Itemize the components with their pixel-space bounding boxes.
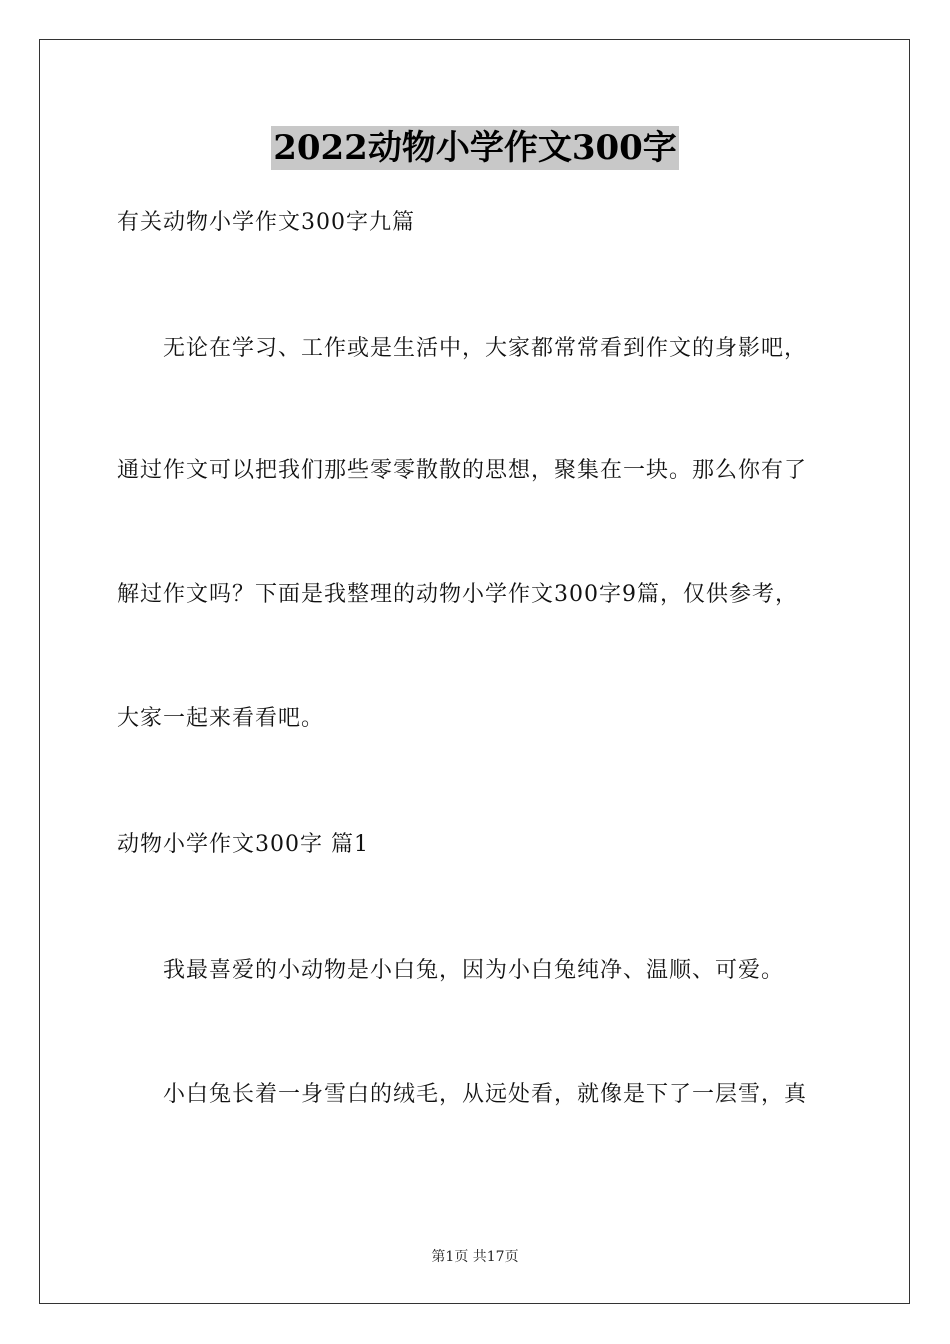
body-line-1: 我最喜爱的小动物是小白兔，因为小白兔纯净、温顺、可爱。	[163, 958, 785, 983]
document-title	[0, 126, 950, 170]
section-heading: 动物小学作文300字 篇1	[117, 832, 369, 857]
document-subtitle: 有关动物小学作文300字九篇	[117, 210, 415, 235]
intro-line-2: 通过作文可以把我们那些零零散散的思想，聚集在一块。那么你有了	[117, 458, 808, 483]
intro-line-3: 解过作文吗？下面是我整理的动物小学作文300字9篇，仅供参考，	[117, 582, 798, 607]
intro-line-1: 无论在学习、工作或是生活中，大家都常常看到作文的身影吧，	[163, 336, 808, 361]
title-text: 2022动物小学作文300字	[273, 128, 677, 168]
body-line-2: 小白兔长着一身雪白的绒毛，从远处看，就像是下了一层雪，真	[163, 1082, 808, 1107]
page-footer: 第1页 共17页	[431, 1249, 519, 1265]
intro-line-4: 大家一起来看看吧。	[117, 706, 325, 731]
